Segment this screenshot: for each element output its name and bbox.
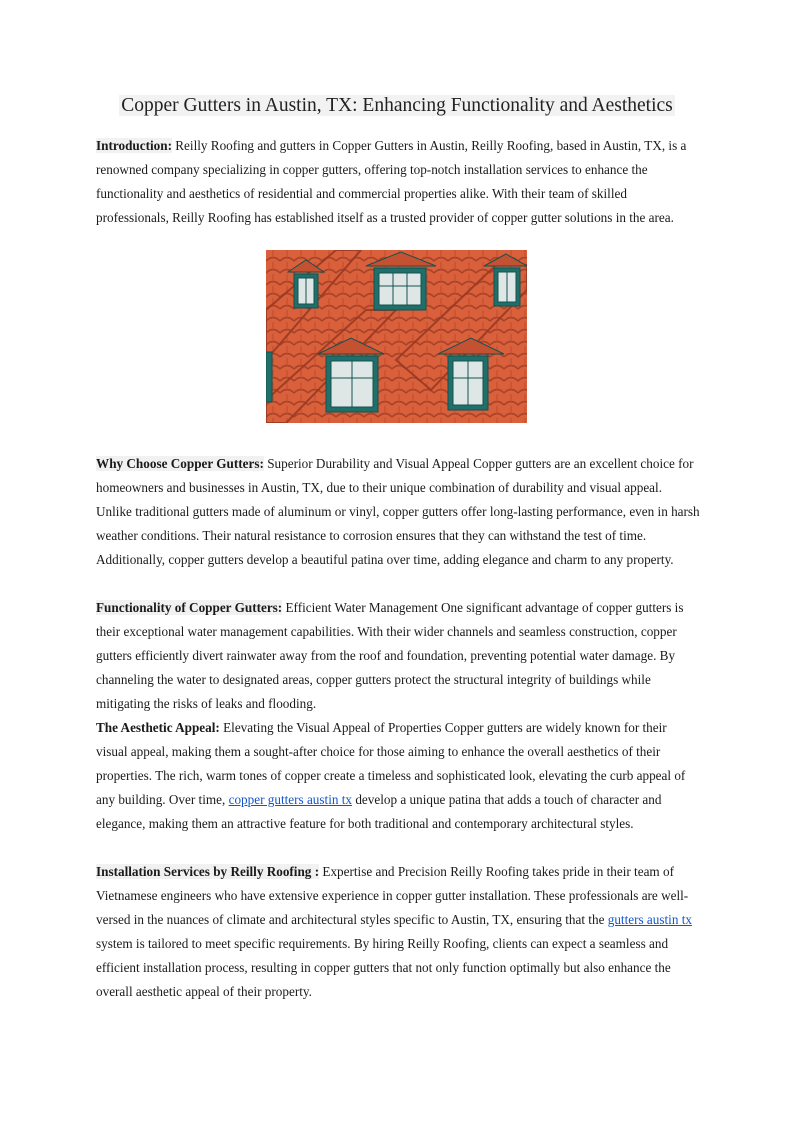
why-label: Why Choose Copper Gutters: — [96, 456, 264, 471]
functionality-paragraph — [96, 596, 701, 716]
intro-text: Reilly Roofing and gutters in Copper Gutters in Austin, Reilly Roofing, based in Austin, TX, is a renowned company specializing in copper gutters, offering top-notch installation services to enhance the functionality and aesthetics of residential and commercial properties alike. With their team of skilled professionals, Reilly Roofing has established itself as a trusted provider of copper gutter solutions in the area. — [96, 138, 687, 225]
installation-text-before: Expertise and Precision Reilly Roofing takes pride in their team of Vietnamese engineers who have extensive experience in copper gutter installation. These professionals are well-versed in the nuances of climate and architectural styles specific to Austin, TX, ensuring that the — [96, 864, 689, 927]
why-text: Superior Durability and Visual Appeal Copper gutters are an excellent choice for homeowners and businesses in Austin, TX, due to their unique combination of durability and visual appeal. Unlike traditional gutters made of aluminum or vinyl, copper gutters offer long-lasting performance, even in harsh weather conditions. Their natural resistance to corrosion ensures that they can withstand the test of time. Additionally, copper gutters develop a beautiful patina over time, adding elegance and charm to any property. — [96, 456, 700, 567]
functionality-text: Efficient Water Management One significant advantage of copper gutters is their exceptional water management capabilities. With their wider channels and seamless construction, copper gutters efficiently divert rainwater away from the roof and foundation, preventing potential water damage. By channeling the water to designated areas, copper gutters protect the structural integrity of buildings while mitigating the risks of leaks and flooding. — [96, 600, 684, 711]
installation-text-after: system is tailored to meet specific requirements. By hiring Reilly Roofing, clients can expect a seamless and efficient installation process, resulting in copper gutters that not only function optimally but also enhance the overall aesthetic appeal of their property. — [96, 936, 671, 999]
functionality-label: Functionality of Copper Gutters: — [96, 600, 283, 615]
roof-dormer-image — [266, 250, 527, 423]
aesthetic-paragraph — [96, 716, 701, 836]
copper-gutters-austin-tx-link[interactable]: copper gutters austin tx — [228, 792, 353, 807]
aesthetic-text-after: develop a unique patina that adds a touch of character and elegance, making them an attractive feature for both traditional and contemporary architectural styles. — [96, 792, 662, 831]
why-paragraph — [96, 452, 701, 572]
page-title: Copper Gutters in Austin, TX: Enhancing Functionality and Aesthetics — [121, 95, 673, 116]
aesthetic-text-before: Elevating the Visual Appeal of Properties Copper gutters are widely known for their visual appeal, making them a sought-after choice for those aiming to enhance the overall aesthetics of their properties. The rich, warm tones of copper create a timeless and sophisticated look, elevating the curb appeal of any building. Over time, — [96, 720, 686, 807]
installation-label: Installation Services by Reilly Roofing : — [96, 864, 320, 879]
intro-paragraph — [96, 134, 701, 230]
installation-paragraph — [96, 860, 701, 1004]
gutters-austin-tx-link[interactable]: gutters austin tx — [607, 912, 692, 927]
intro-label: Introduction: — [96, 138, 172, 153]
aesthetic-label: The Aesthetic Appeal: — [96, 720, 220, 735]
